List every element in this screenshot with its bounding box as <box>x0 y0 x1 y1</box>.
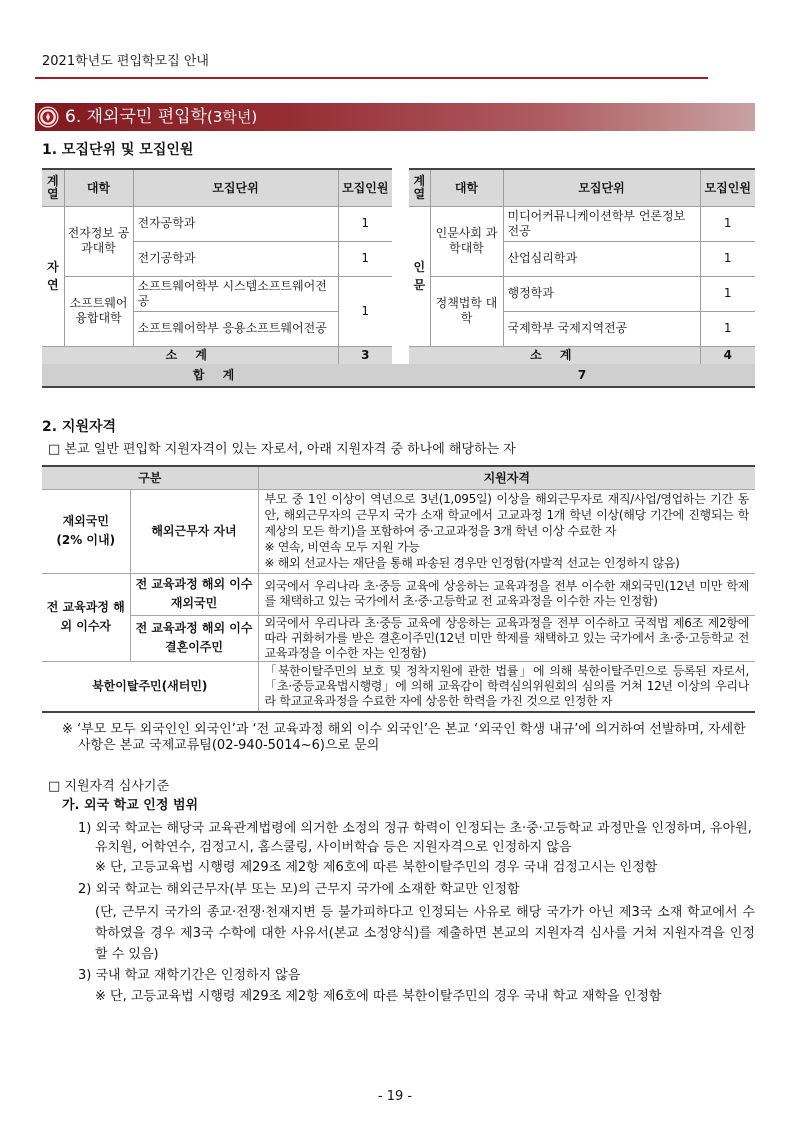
criteria-item-detail: (단, 근무지 국가의 종교·전쟁·천재지변 등 불가피하다고 인정되는 사유로 해당 국가가 아닌 제3국 소재 학교에서 수학하였을 경우 제3국 수학에 대한 사유서(본교 소정양식)를 제출하면 본교의 지원자격 심사를 거쳐 지원자격을 인정할 수 있음) <box>95 905 755 962</box>
group-cell: 북한이탈주민(새터민) <box>42 661 258 712</box>
col-header-college: 대학 <box>430 169 503 206</box>
type-cell: 전 교육과정 해외 이수 결혼이주민 <box>130 615 258 661</box>
subtotal-label <box>409 346 700 365</box>
college-name: 전자정보 공과대학 <box>64 206 133 276</box>
page-number: - 19 - <box>377 1089 413 1104</box>
unit-name: 전자공학과 <box>133 206 338 241</box>
unit-name: 소프트웨어학부 시스템소프트웨어전공 <box>133 276 338 311</box>
unit-name: 미디어커뮤니케이션학부 언론정보전공 <box>503 206 700 241</box>
criteria-item-number: 2) <box>78 882 92 897</box>
qualification-text: 부모 중 1인 이상이 역년으로 3년(1,095일) 이상을 해외근무자로 재직/사업/영업하는 기간 동안, 해외근무자의 근무지 국가 소재 학교에서 고교과정 1개 학년 이상(해당 기간에 진행되는 학제상의 모든 학기)을 포함하여 중·고교과정을 3개 학년 이상 수료한 자 <box>264 492 749 538</box>
section-title <box>65 103 257 131</box>
type-cell: 전 교육과정 해외 이수 재외국민 <box>130 573 258 615</box>
subtotal-value: 4 <box>700 346 755 365</box>
qualification-note: ※ 연속, 비연속 모두 지원 가능 <box>264 540 420 554</box>
college-name: 소프트웨어 융합대학 <box>64 276 133 346</box>
field-label: 자연 <box>42 206 64 346</box>
col-header-field: 계열 <box>409 169 430 206</box>
eligibility-intro: □ 본교 일반 편입학 지원자격이 있는 자로서, 아래 지원자격 중 하나에 해당하는 자 <box>48 442 516 457</box>
grand-total-value: 7 <box>577 368 587 382</box>
field-label: 인문 <box>409 206 430 346</box>
unit-name: 산업심리학과 <box>503 241 700 276</box>
document-header-title: 2021학년도 편입학모집 안내 <box>42 54 209 69</box>
group-label: 재외국민 <box>62 514 109 528</box>
criteria-subheading: 가. 외국 학교 인정 범위 <box>62 798 199 813</box>
qualification-cell <box>258 489 755 573</box>
criteria-item <box>78 881 755 899</box>
unit-count: 1 <box>700 276 755 311</box>
criteria-item-text: 국내 학교 재학기간은 인정하지 않음 <box>95 968 301 983</box>
college-name: 인문사회 과학대학 <box>430 206 503 276</box>
table-row <box>42 489 755 573</box>
eligibility-footnote: ※ ‘부모 모두 외국인인 외국인’과 ‘전 교육과정 해외 이수 외국인’은 본교 ‘외국인 학생 내규’에 의거하여 선발하며, 자세한 사항은 본교 국제교류팀(02-940-5014~6)으로 문의 <box>62 722 746 753</box>
unit-count: 1 <box>338 241 392 276</box>
col-header-field: 계열 <box>42 169 64 206</box>
criteria-item-note: ※ 단, 고등교육법 시행령 제29조 제2항 제6호에 따른 북한이탈주민의 경우 국내 검정고시는 인정함 <box>95 860 658 875</box>
quota-table-humanities <box>409 168 755 366</box>
unit-count: 1 <box>700 241 755 276</box>
criteria-item-note: ※ 단, 고등교육법 시행령 제29조 제2항 제6호에 따른 북한이탈주민의 경우 국내 학교 재학을 인정함 <box>95 989 662 1004</box>
subtotal-label-text: 소 계 <box>165 348 214 362</box>
header-rule <box>35 77 708 79</box>
criteria-heading: □ 지원자격 심사기준 <box>48 779 170 794</box>
criteria-item-number: 1) <box>78 821 92 836</box>
eligibility-heading: 2. 지원자격 <box>42 419 117 435</box>
criteria-item <box>78 967 755 985</box>
section-title-main: 6. 재외국민 편입학 <box>65 107 207 127</box>
college-name: 정책법학 대학 <box>430 276 503 346</box>
group-cell: 전 교육과정 해외 이수자 <box>42 573 130 661</box>
qualification-cell: 외국에서 우리나라 초·중등 교육에 상응하는 교육과정을 전부 이수하고 국적법 제6조 제2항에 따라 귀화허가를 받은 결혼이주민(12년 미만 학제를 채택하고 있는 국가에서 초·중·고등학교 전 교육과정을 이수한 자는 인정함) <box>258 615 755 661</box>
unit-name: 소프트웨어학부 응용소프트웨어전공 <box>133 311 338 346</box>
grand-total-label-text: 합 계 <box>192 368 242 382</box>
col-header-college: 대학 <box>64 169 133 206</box>
col-header-qualification: 지원자격 <box>258 466 755 489</box>
qualification-note: ※ 해외 선교사는 재단을 통해 파송된 경우만 인정함(자발적 선교는 인정하지 않음) <box>264 556 680 570</box>
grand-total-label <box>42 364 392 386</box>
subtotal-label-text: 소 계 <box>530 348 579 362</box>
table-row <box>42 661 755 712</box>
subtotal-value: 3 <box>338 346 392 365</box>
col-header-unit: 모집단위 <box>503 169 700 206</box>
university-seal-icon <box>37 106 59 128</box>
unit-name: 국제학부 국제지역전공 <box>503 311 700 346</box>
group-note: (2% 이내) <box>56 533 116 547</box>
type-cell: 해외근무자 자녀 <box>130 489 258 573</box>
unit-name: 행정학과 <box>503 276 700 311</box>
unit-count: 1 <box>700 206 755 241</box>
col-header-category: 구분 <box>42 466 258 489</box>
unit-count: 1 <box>338 206 392 241</box>
quota-heading: 1. 모집단위 및 모집인원 <box>42 142 194 158</box>
quota-table-natural <box>42 168 392 366</box>
criteria-item-number: 3) <box>78 968 92 983</box>
table-row <box>42 573 755 615</box>
section-title-suffix: (3학년) <box>206 108 258 126</box>
col-header-count: 모집인원 <box>338 169 392 206</box>
qualification-cell: 「북한이탈주민의 보호 및 정착지원에 관한 법률」에 의해 북한이탈주민으로 등록된 자로서, 「초·중등교육법시행령」에 의해 교육감이 학력심의위원회의 심의를 거쳐 12년 이상의 우리나라 학교교육과정을 수료한 자에 상응한 학력을 가진 것으로 인정한 자 <box>258 661 755 712</box>
subtotal-label <box>42 346 338 365</box>
col-header-count: 모집인원 <box>700 169 755 206</box>
table-row <box>42 615 755 661</box>
criteria-item-text: 외국 학교는 해외근무자(부 또는 모)의 근무지 국가에 소재한 학교만 인정함 <box>95 882 520 897</box>
section-title-bar <box>35 103 755 131</box>
unit-count: 1 <box>700 311 755 346</box>
eligibility-table <box>42 465 755 713</box>
criteria-item <box>78 819 755 857</box>
group-cell <box>42 489 130 573</box>
unit-count: 1 <box>338 276 392 346</box>
grand-total-row <box>42 364 755 388</box>
unit-name: 전기공학과 <box>133 241 338 276</box>
criteria-item-text: 외국 학교는 해당국 교육관계법령에 의거한 소정의 정규 학력이 인정되는 초·중·고등학교 과정만을 인정하며, 유아원, 유치원, 어학연수, 검정고시, 홈스쿨링, 사이버학습 등은 지원자격으로 인정하지 않음 <box>95 821 752 855</box>
qualification-cell: 외국에서 우리나라 초·중등 교육에 상응하는 교육과정을 전부 이수한 재외국민(12년 미만 학제를 채택하고 있는 국가에서 초·중·고등학교 전 교육과정을 이수한 자는 인정함) <box>258 573 755 615</box>
col-header-unit: 모집단위 <box>133 169 338 206</box>
